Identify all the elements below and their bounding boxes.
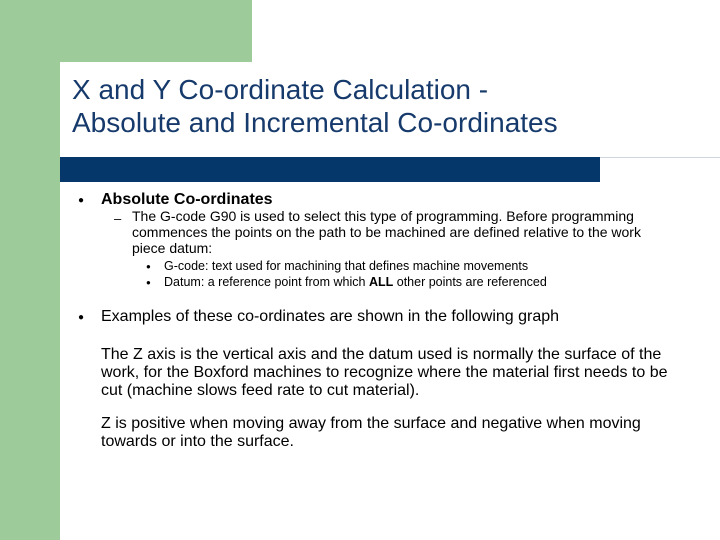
z-positive-paragraph: Z is positive when moving away from the surface and negative when moving towards or into the surface. [101,415,641,450]
examples-text: Examples of these co-ordinates are shown in the following graph [101,308,560,325]
dash-bullet-icon: – [114,211,122,226]
g90-description: The G-code G90 is used to select this type of programming. Before programming commences the points on the path to be machined are defined relative to the work piece datum: [132,208,641,256]
slide-title [72,73,692,139]
title-divider-bar [60,157,600,182]
bullet-dot-icon: ● [78,312,85,323]
small-bullet-icon: ● [146,278,151,287]
small-bullet-icon: ● [146,262,151,271]
slide-title-line-1: X and Y Co-ordinate Calculation - [72,74,489,105]
title-divider-end [600,157,720,182]
z-axis-paragraph: The Z axis is the vertical axis and the datum used is normally the surface of the work, for the Boxford machines to recognize where the material first needs to be cut (machine slows feed rate to cut material). [101,346,668,399]
datum-prefix: Datum: a reference point from which [164,275,369,289]
datum-emphasis: ALL [368,275,394,289]
datum-definition [164,275,547,290]
gcode-definition: G-code: text used for machining that defines machine movements [164,259,529,273]
left-accent-bar [0,0,60,540]
absolute-heading: Absolute Co-ordinates [101,191,273,208]
top-accent-block [0,0,252,62]
datum-suffix: other points are referenced [393,275,547,289]
bullet-dot-icon: ● [78,195,85,206]
slide-title-line-2: Absolute and Incremental Co-ordinates [72,107,558,138]
